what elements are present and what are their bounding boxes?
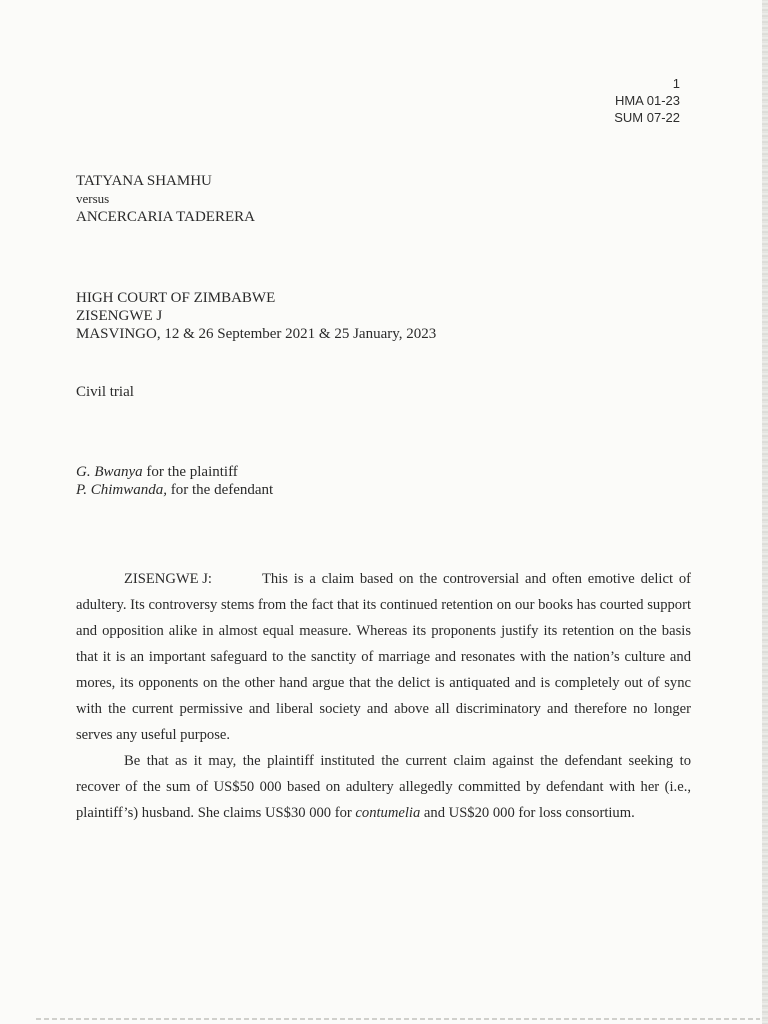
judgment-paragraph-2: [76, 748, 691, 826]
plaintiff-counsel-role: for the plaintiff: [142, 464, 238, 480]
defendant-name: ANCERCARIA TADERERA: [76, 209, 255, 225]
parties-block: [76, 172, 255, 226]
paragraph-2-text-a: Be that as it may, the plaintiff instituted the current claim against the defendant seeking to recover of the sum of US$50 000 based on adultery allegedly committed by defendant with her (i.e., plaintiff’s) husband. She claims US$30 000 for: [76, 753, 691, 821]
paragraph-1-text: This is a claim based on the controversial and often emotive delict of adultery. Its controversy stems from the fact that its continued retention on our books has courted support and opposition alike in almost equal measure. Whereas its proponents justify its retention on the basis that it is an important safeguard to the sanctity of marriage and resonates with the nation’s culture and mores, its opponents on the other hand argue that the delict is antiquated and is completely out of sync with the current permissive and liberal society and above all discriminatory and therefore no longer serves any useful purpose.: [76, 571, 691, 743]
counsel-block: [76, 463, 273, 499]
paragraph-2-text-b: and US$20 000 for loss consortium.: [420, 805, 635, 821]
judge-name: ZISENGWE J: [76, 308, 163, 324]
page-number: 1: [672, 76, 680, 91]
judgment-body: [76, 566, 691, 826]
hearing-place-dates: MASVINGO, 12 & 26 September 2021 & 25 January, 2023: [76, 326, 437, 342]
defendant-counsel-name: P. Chimwanda,: [76, 482, 167, 498]
scan-edge-bottom: [36, 1018, 760, 1020]
judgment-paragraph-1: [76, 566, 691, 748]
judge-lead-label: ZISENGWE J:: [124, 571, 212, 587]
plaintiff-counsel: [76, 463, 273, 481]
defendant-counsel-role: for the defendant: [167, 482, 274, 498]
contumelia-term: contumelia: [355, 805, 421, 821]
court-block: [76, 289, 436, 343]
case-ref-sum: SUM 07-22: [614, 110, 680, 125]
case-reference-block: [614, 75, 680, 126]
versus-label: versus: [76, 191, 110, 206]
plaintiff-name: TATYANA SHAMHU: [76, 173, 212, 189]
court-name: HIGH COURT OF ZIMBABWE: [76, 290, 276, 306]
plaintiff-counsel-name: G. Bwanya: [76, 464, 143, 480]
trial-type: Civil trial: [76, 384, 134, 400]
case-ref-hma: HMA 01-23: [614, 93, 680, 108]
scan-edge-right: [762, 0, 768, 1024]
defendant-counsel: [76, 481, 273, 499]
